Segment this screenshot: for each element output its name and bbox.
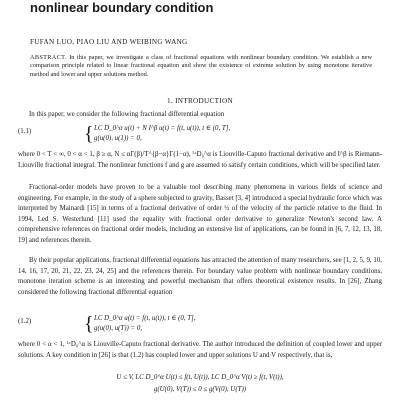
- equation-1-2: [18, 314, 382, 336]
- equation-lines: [94, 124, 230, 144]
- equation-brace: {: [84, 313, 94, 335]
- paragraph-2: Fractional-order models have proven to be a valuable tool describing many phenomena in various fields of science and engineering. For example, in the study of a sphere subjected to gravity, Basset [3, 4] introduced a special hydraulic force which was interpreted by Mainardi [15] in terms of a fractional derivative of order ½ of the velocity of the particle relative to the fluid. In 1994, Led S. Westerlund [11] used the equality with fractional order derivative to generalize Newton's second law. A comprehensive references on fractional order models, including an extensive list of applications, can be found in [6, 7, 12, 13, 18, 19] and references therein.: [18, 184, 382, 244]
- equation-number: (1.2): [18, 318, 32, 325]
- intro-lead-paragraph: In this paper, we consider the following fractional differential equation: [29, 111, 225, 118]
- abstract-text: In this paper, we investigate a class of fractional equations with nonlinear boundary condition. We establish a new comparison principle related to linear fractional equation and show the existence of extreme solution by using monotone iterative method and lower and upper solutions method.: [30, 54, 372, 78]
- equation-lines: [94, 314, 195, 334]
- section-heading: 1. INTRODUCTION: [167, 97, 233, 105]
- equation-3-line-1: U ≤ V, LC D_0^α U(t) ≤ f(t, U(t)), LC D_0^α V(t) ≥ f(t, V(t)),: [116, 374, 284, 381]
- equation-brace: {: [84, 123, 94, 145]
- equation-line-2: g(u(0), u(1)) = 0,: [94, 135, 142, 142]
- abstract: [30, 54, 372, 79]
- author-list: FUFAN LUO, PIAO LIU AND WEIBING WANG: [30, 38, 188, 46]
- equation-line-1: LC D_0^α u(t) + N I^β u(t) = f(t, u(t)), t ∈ (0, T],: [94, 125, 231, 132]
- equation-line-1: LC D_0^α u(t) = f(t, u(t)), t ∈ (0, T],: [94, 315, 196, 322]
- abstract-label: ABSTRACT.: [30, 54, 67, 61]
- paragraph-3: By their popular applications, fractional differential equations has attracted the attention of many researchers, see [1, 2, 5, 9, 10, 14, 16, 17, 20, 21, 22, 23, 24, 25] and the references therein. For boundary value problem with nonlinear boundary conditions, monotone iteration scheme is an interesting and powerful mechanism that offers theoretical existence results. In [26], Zhang considered the following fractional differential equation: [18, 257, 382, 296]
- equation-line-2: g(u(0), u(T)) = 0,: [94, 325, 143, 332]
- equation-number: (1.1): [18, 128, 32, 135]
- title-text: nonlinear boundary condition: [30, 0, 214, 15]
- where-paragraph-1: where 0 < T < ∞, 0 < α < 1, β ≥ α, N ≤ αΓ(β)/T^{β−α}Γ(1−α), ᴸᶜD₀^α is Liouville-Caputo fractional derivative and I^β is Riemann-Liouville fractional integral. The nonlinear functions f and g are assumed to satisfy certain conditions, which will be specified later.: [18, 151, 382, 169]
- where-paragraph-2: where 0 < α < 1, ᴸᶜD₀^α is Liouville-Caputo fractional derivative. The author introduced the definition of coupled lower and upper solutions. A key condition in [26] is that (1.2) has coupled lower and upper solutions U and V respectively, that is,: [18, 341, 382, 359]
- equation-3-line-2: g(U(0), V(T)) ≤ 0 ≤ g(V(0), U(T)): [153, 386, 247, 393]
- equation-1-1: [18, 124, 382, 146]
- paper-title: [30, 0, 390, 15]
